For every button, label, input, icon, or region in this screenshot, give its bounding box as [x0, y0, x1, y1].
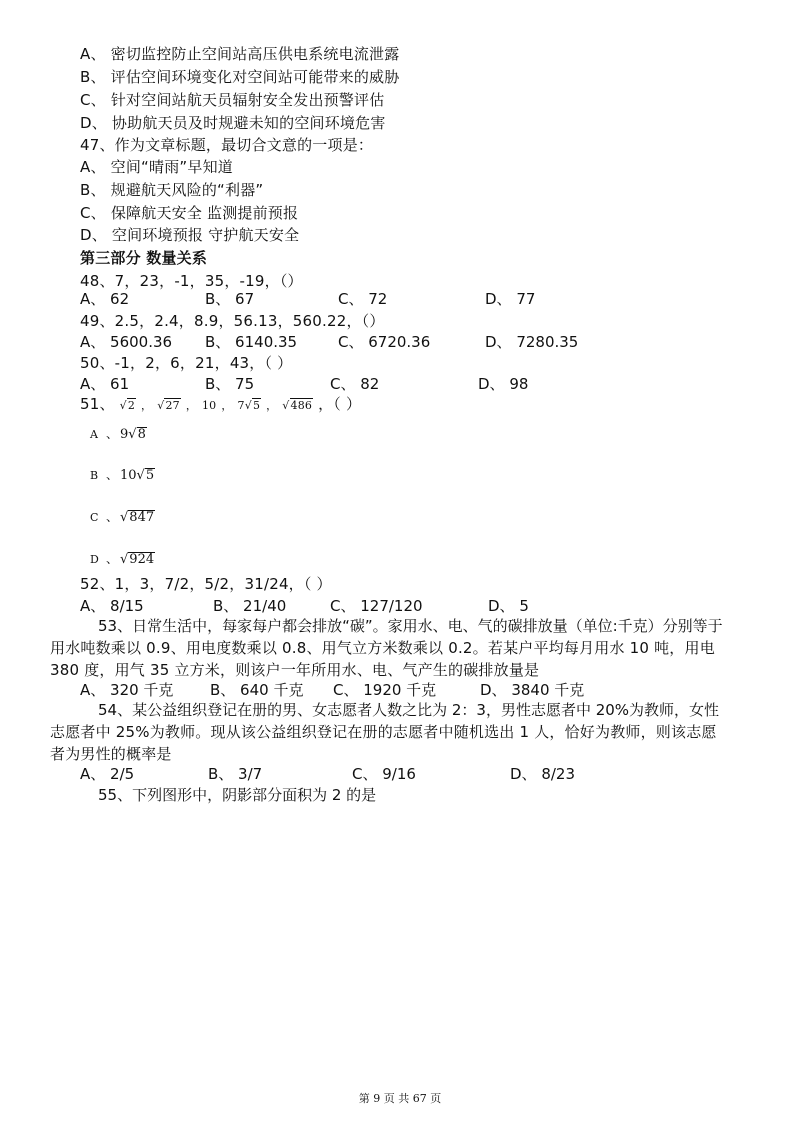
- q51-term-1: √2: [119, 399, 136, 412]
- question-54-line-2: 志愿者中 25%为教师。现从该公益组织登记在册的志愿者中随机选出 1 人，恰好为教师，则该志愿: [50, 723, 717, 741]
- question-50-stem: 50、-1，2，6，21，43，（ ）: [80, 354, 293, 372]
- q53-option-d: D、 3840 千克: [480, 681, 585, 699]
- option-b-q46: B、 评估空间环境变化对空间站可能带来的威胁: [80, 68, 400, 86]
- q50-option-b: B、 75: [205, 375, 255, 393]
- q53-option-a: A、 320 千克: [80, 681, 174, 699]
- q49-option-d: D、 7280.35: [485, 333, 579, 351]
- q51-term-5: √486: [282, 399, 313, 412]
- q53-option-b: B、 640 千克: [210, 681, 304, 699]
- q51-option-b: B 、 10√5: [90, 468, 155, 483]
- q51-term-4: 7√5: [237, 399, 261, 412]
- q54-option-b: B、 3/7: [208, 765, 263, 783]
- section-title: 第三部分 数量关系: [80, 249, 208, 267]
- question-53-line-2: 用水吨数乘以 0.9、用电度数乘以 0.8、用气立方米数乘以 0.2。若某户平均每月用水 10 吨，用电: [50, 639, 715, 657]
- q51-option-d: D 、 √924: [90, 552, 155, 567]
- question-52-stem: 52、1，3，7/2，5/2，31/24，（ ）: [80, 575, 332, 593]
- option-d-q46: D、 协助航天员及时规避未知的空间环境危害: [80, 114, 386, 132]
- q54-option-d: D、 8/23: [510, 765, 576, 783]
- q48-option-a: A、 62: [80, 290, 130, 308]
- q54-option-a: A、 2/5: [80, 765, 135, 783]
- q52-option-b: B、 21/40: [213, 597, 287, 615]
- q52-option-c: C、 127/120: [330, 597, 423, 615]
- q48-option-d: D、 77: [485, 290, 536, 308]
- q48-option-c: C、 72: [338, 290, 388, 308]
- q52-option-d: D、 5: [488, 597, 529, 615]
- q51-term-2: √27: [157, 399, 180, 412]
- q49-option-b: B、 6140.35: [205, 333, 298, 351]
- q49-option-a: A、 5600.36: [80, 333, 173, 351]
- question-47-stem: 47、作为文章标题，最切合文意的一项是：: [80, 136, 374, 154]
- q47-option-d: D、 空间环境预报 守护航天安全: [80, 226, 300, 244]
- page-footer: 第 9 页 共 67 页: [358, 1092, 442, 1105]
- question-54-line-3: 者为男性的概率是: [50, 745, 172, 763]
- q52-option-a: A、 8/15: [80, 597, 144, 615]
- question-54-line-1: 54、某公益组织登记在册的男、女志愿者人数之比为 2：3，男性志愿者中 20%为教师，女性: [98, 701, 720, 719]
- q47-option-c: C、 保障航天安全 监测提前预报: [80, 204, 299, 222]
- q47-option-a: A、 空间“晴雨”早知道: [80, 158, 233, 176]
- q48-option-b: B、 67: [205, 290, 255, 308]
- q54-option-c: C、 9/16: [352, 765, 416, 783]
- option-a-q46: A、 密切监控防止空间站高压供电系统电流泄露: [80, 45, 400, 63]
- question-53-line-1: 53、日常生活中，每家每户都会排放“碳”。家用水、电、气的碳排放量（单位:千克）分别等于: [98, 617, 723, 635]
- q47-option-b: B、 规避航天风险的“利器”: [80, 181, 264, 199]
- q49-option-c: C、 6720.36: [338, 333, 431, 351]
- question-51-stem: 51、 √2 ， √27 ， 10 ， 7√5 ， √486 ，（ ）: [80, 395, 362, 413]
- question-49-stem: 49、2.5，2.4，8.9，56.13，560.22，（）: [80, 312, 385, 330]
- q51-term-3: 10: [201, 399, 217, 412]
- q51-blank: ，（ ）: [318, 395, 362, 413]
- option-c-q46: C、 针对空间站航天员辐射安全发出预警评估: [80, 91, 385, 109]
- q51-option-c: C 、 √847: [90, 510, 155, 525]
- q50-option-d: D、 98: [478, 375, 529, 393]
- question-55-stem: 55、下列图形中，阴影部分面积为 2 的是: [98, 786, 377, 804]
- question-53-line-3: 380 度，用气 35 立方米，则该户一年所用水、电、气产生的碳排放量是: [50, 661, 540, 679]
- q53-option-c: C、 1920 千克: [333, 681, 437, 699]
- q50-option-c: C、 82: [330, 375, 380, 393]
- q50-option-a: A、 61: [80, 375, 130, 393]
- question-48-stem: 48、7，23，-1，35，-19，（）: [80, 272, 303, 290]
- q51-number: 51、: [80, 395, 115, 413]
- q51-option-a: A 、 9√8: [90, 427, 146, 442]
